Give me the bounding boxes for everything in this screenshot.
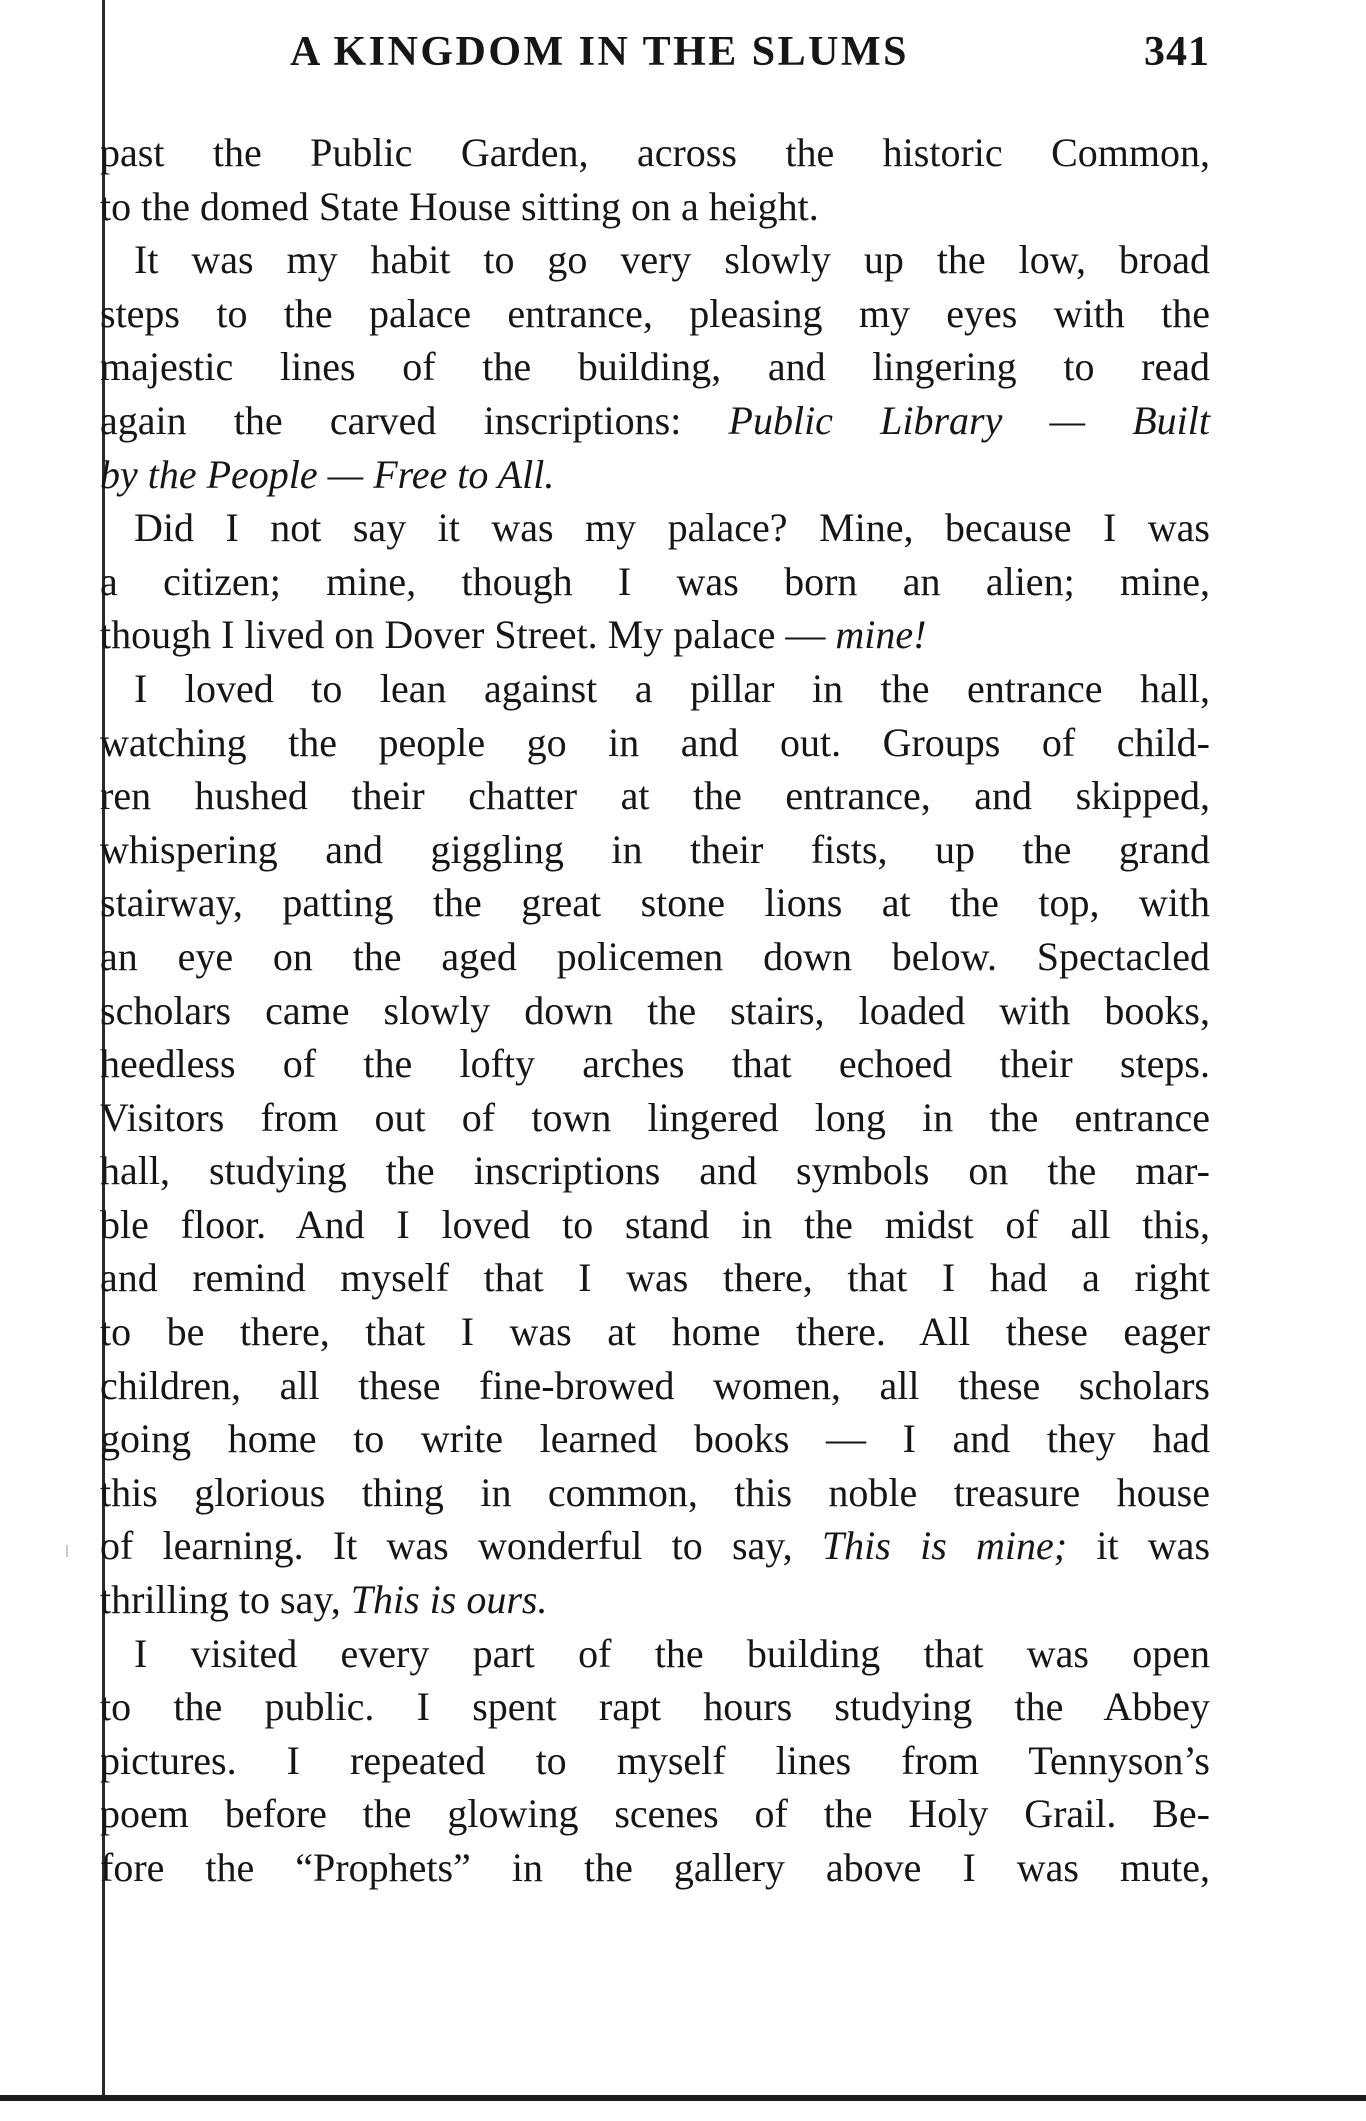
text-segment: ren hushed their chatter at the entrance, and skipped,	[100, 773, 1210, 819]
text-segment: and remind myself that I was there, that I had a right	[100, 1255, 1210, 1301]
text-line	[100, 662, 1210, 716]
text-segment: Did I not say it was my palace? Mine, because I was	[134, 505, 1210, 551]
text-segment: whispering and giggling in their fists, up the grand	[100, 826, 1210, 872]
text-segment: I loved to lean against a pillar in the entrance hall,	[134, 665, 1210, 711]
text-segment: It was my habit to go very slowly up the low, broad	[134, 237, 1210, 283]
text-line	[100, 1627, 1210, 1681]
text-line	[100, 501, 1210, 555]
text-line	[100, 180, 1210, 234]
text-segment: of learning. It was wonderful to say,	[100, 1523, 822, 1569]
text-segment: fore the “Prophets” in the gallery above I was mute,	[100, 1845, 1210, 1890]
text-line	[100, 608, 1210, 662]
body-text	[100, 126, 1210, 1895]
text-line	[100, 1787, 1210, 1841]
text-segment: watching the people go in and out. Groups of child-	[100, 719, 1210, 765]
text-line	[100, 1841, 1210, 1895]
text-segment: it was	[1067, 1523, 1211, 1569]
text-segment: stairway, patting the great stone lions at the top, with	[100, 880, 1210, 926]
text-segment: again the carved inscriptions:	[100, 397, 729, 443]
text-line	[100, 1466, 1210, 1520]
text-line	[100, 1305, 1210, 1359]
text-line	[100, 287, 1210, 341]
text-line	[100, 876, 1210, 930]
text-segment: majestic lines of the building, and lingering to read	[100, 344, 1210, 390]
text-segment: steps to the palace entrance, pleasing my eyes with the	[100, 290, 1210, 336]
text-line	[100, 233, 1210, 287]
text-segment: scholars came slowly down the stairs, loaded with books,	[100, 987, 1210, 1033]
text-line	[100, 1037, 1210, 1091]
text-segment: hall, studying the inscriptions and symbols on the mar-	[100, 1148, 1210, 1194]
text-segment: though I lived on Dover Street. My palace —	[100, 612, 836, 658]
text-line	[100, 555, 1210, 609]
text-segment: an eye on the aged policemen down below. Spectacled	[100, 933, 1210, 979]
text-line	[100, 1359, 1210, 1413]
running-head	[100, 22, 1210, 88]
text-line	[100, 930, 1210, 984]
text-segment: poem before the glowing scenes of the Holy Grail. Be-	[100, 1791, 1210, 1837]
text-line	[100, 1573, 1210, 1627]
text-line	[100, 769, 1210, 823]
text-segment: past the Public Garden, across the historic Common,	[100, 130, 1210, 175]
text-line	[100, 1091, 1210, 1145]
italic-text: This is ours.	[350, 1577, 548, 1623]
text-segment: to the domed State House sitting on a height.	[100, 183, 819, 229]
text-segment: ble floor. And I loved to stand in the midst of all this,	[100, 1201, 1210, 1247]
text-segment: pictures. I repeated to myself lines from Tennyson’s	[100, 1737, 1210, 1783]
text-segment: thrilling to say,	[100, 1577, 351, 1623]
italic-text: by the People — Free to All.	[100, 451, 555, 497]
text-segment: heedless of the lofty arches that echoed their steps.	[100, 1041, 1210, 1087]
italic-text: mine!	[835, 612, 927, 658]
text-line	[100, 1144, 1210, 1198]
text-segment: this glorious thing in common, this noble treasure house	[100, 1469, 1210, 1515]
text-line	[100, 1412, 1210, 1466]
text-segment: going home to write learned books — I and they had	[100, 1416, 1210, 1462]
text-segment: a citizen; mine, though I was born an alien; mine,	[100, 558, 1210, 604]
text-segment: to be there, that I was at home there. All these eager	[100, 1309, 1210, 1355]
italic-text: Public Library — Built	[728, 397, 1211, 443]
text-line	[100, 984, 1210, 1038]
text-segment: to the public. I spent rapt hours studying the Abbey	[100, 1684, 1210, 1730]
text-line	[100, 1251, 1210, 1305]
text-line	[100, 716, 1210, 770]
text-segment: I visited every part of the building that was open	[134, 1630, 1210, 1676]
running-title: A KINGDOM IN THE SLUMS	[290, 29, 909, 75]
text-line	[100, 1734, 1210, 1788]
text-line	[100, 340, 1210, 394]
italic-text: This is mine;	[821, 1523, 1068, 1569]
text-line	[100, 394, 1210, 448]
scan-speck	[66, 1545, 68, 1557]
book-page	[100, 22, 1211, 1890]
text-segment: Visitors from out of town lingered long in the entrance	[100, 1094, 1210, 1140]
text-line	[100, 1198, 1210, 1252]
text-line	[100, 1519, 1210, 1573]
text-line	[100, 823, 1210, 877]
text-line	[100, 1680, 1210, 1734]
text-segment: children, all these fine-browed women, all these scholars	[100, 1362, 1210, 1408]
page-number: 341	[1144, 29, 1210, 75]
scan-border-bottom	[0, 2095, 1366, 2101]
text-line	[100, 126, 1210, 180]
text-line	[100, 448, 1210, 502]
